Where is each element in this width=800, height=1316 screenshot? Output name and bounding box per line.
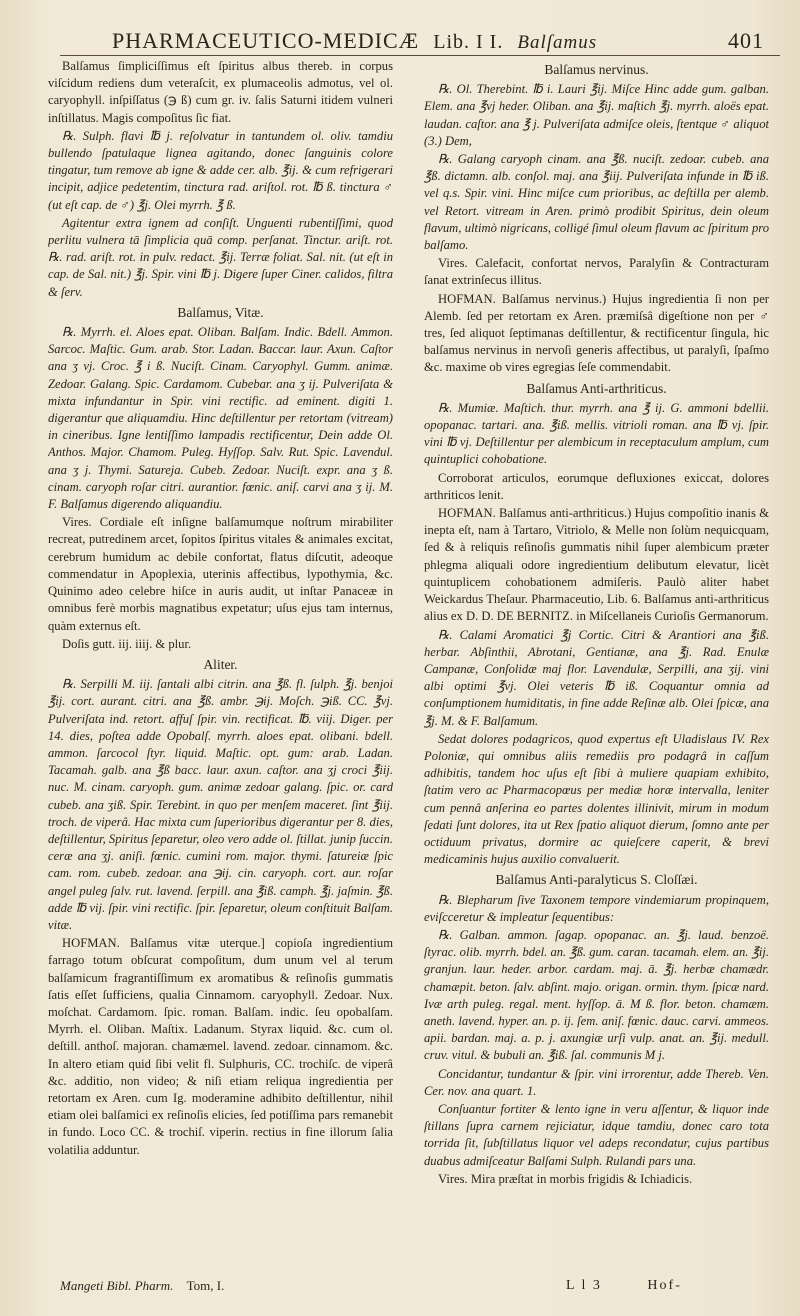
- footer-right: [566, 1278, 682, 1294]
- header-title: PHARMACEUTICO-MEDICÆ: [112, 28, 420, 53]
- header-book: Lib. I I.: [433, 31, 504, 53]
- text-paragraph: Balſamus ſimpliciſſimus eſt ſpiritus albus thereb. in corpus viſcidum rediens dum veteraſcit, ex plumaceolis admotus, vel ol. caryophyll. inſpiſſatus (℈ ß) cum gr. iv. ſalis Saturni itidem vulneri inſtillatus. Magis compoſitus ſic fiat.: [48, 59, 393, 125]
- header-topic: Balſamus: [517, 32, 598, 53]
- recipe-paragraph: Sedat dolores podagricos, quod expertus eſt Uladislaus IV. Rex Poloniæ, qui omnibus aliis remediis pro podagrâ in caſſum adhibitis, tandem hoc uſus eſt ſibi à muliere quapiam exhibito, ſtatim vero ac Pharmacopœus per mediæ horæ intervalla, leniter cum pennâ anſerina eo partes dolentes illinivit, mirum in modum ſedati ſunt dolores, ita ut Rex ſpatio aliquot dierum, ſomno ante per octiduum privatus, dormire ac quieſcere caperit, & brevi medicaminis hujus auxilio convaluerit.: [424, 731, 769, 867]
- left-column: [48, 58, 393, 1278]
- section-heading: Balſamus, Vitæ.: [177, 304, 264, 320]
- recipe-paragraph: ℞. Calami Aromatici ℥j Cortic. Citri & Arantiori ana ℥iß. herbar. Abſinthii, Abrotani, Gentianæ, ana ℥j. Rad. Enulæ Campanæ, Conſolidæ maj flor. Lavendulæ, Serpilli, ana ʒij. vini albi optimi ℥vj. Olei veteris ℔ iß. Coquantur omnia ad conſumptionem humiditatis, in fine adde Reſinæ alb. Olei ſpicæ, ana ℥j. M. & F. Balſamum.: [424, 627, 769, 728]
- recipe-paragraph: ℞. Blepharum ſive Taxonem tempore vindemiarum propinquem, eviſcceretur & impleatur ſequentibus:: [424, 892, 769, 924]
- recipe-paragraph: ℞. Ol. Therebint. ℔ i. Lauri ℥ij. Miſce Hinc adde gum. galban. Elem. ana ℥vj heder. Oliban. ana ℥ij. maſtich ℥j. myrrh. aloës epat. laudan. caſtor. ana ℥ j. Pulveriſata admiſce oleis, ſtentque ♂ aliquot (3.) Dem,: [424, 82, 769, 148]
- recipe-paragraph: ℞. Serpilli M. iij. ſantali albi citrin. ana ℥ß. fl. ſulph. ℥j. benjoi ℥ij. cort. aurant. citri. ana ℥ß. ambr. ℈ij. Moſch. ℈iß. CC. ℥vj. Pulveriſata ind. retort. affuſ ſpir. vin. rectificat. ℔. viij. Diger. per 14. dies, poſtea adde Opobalſ. myrrh. aloes epat. olibani. bdell. ammon. ſarcocol ſtyr. liquid. Maſtic. opt. gum: arab. Ladan. Tacamah. galb. ana ℥ß bacc. laur. axun. caſtor. ana ʒj croci ℥iij. nuc. M. cinam. caryoph. gum. animæ zedoar galang. ſpic. or. card cubeb. ana ʒiß. Spir. Terebint. in quo per menſem maceret. ſint ℥iij. troch. de viperâ. Hac mixta cum ſuperioribus digerantur per 8. dies, deſtillentur, Spiritus ſeparetur, oleo vero adde ol. ſtillat. junip ſuccin. ceræ ana ʒj. aniſi. fœnic. cumini rom. major. thymi. ſatureiæ ſpic cam. rom. cubeb. zedoar. ana ℈ij. cin. caryoph. cort. aur. roſar angel puleg ſalv. rut. lavend. ſerpill. ana ℥iß. camph. ℥j. jaſmin. ℥ß. adde ℔ vij. ſpir. vini rectific. ſpir. ſeparetur, oleum conſtituit Balſam. vitæ.: [48, 677, 393, 932]
- recipe-paragraph: ℞. Galang caryoph cinam. ana ℥ß. nuciſt. zedoar. cubeb. ana ℥ß. dictamn. alb. conſol. maj. ana ℥iij. Pulveriſata infunde in ℔ iß. vel q.s. Spir. vini. Hinc miſce cum prioribus, ac deſtilla per alemb. vel Retort. vitream in Aren. primò prodibit Spiritus, dein oleum flavum, ultimò nigricans, colligé ſimul oleum flavum ac ſpiritum pro balſamo.: [424, 152, 769, 253]
- text-paragraph: HOFMAN. Balſamus vitæ uterque.] copioſa ingredientium farrago totum obſcurat compoſitum, dum unum vel al terum balſamicum fragrantiſſimum ex aromatibus & reſinoſis gummatis ſatis eſſet ſufficiens, qualia Cinnamom. caryophyll. Zedoar. Nux. moſchat. Cardamom. ſpic. roman. Balſam. indic. ſeu opobalſam. Myrrh. el. Oliban. Maſtix. Ladanum. Styrax liquid. &c. cum ol. deſtill. anthoſ. majoran. chamæmel. lavend. zedoar. cinnamom. &c. In altero etiam quid ſibi velit fl. Sulphuris, CC. trochiſc. de viperâ &c. additio, non video; & niſi etiam reliqua ingredientia per retortam ex Aren. cum Ig. moderamine adhibito deſtillentur, nihil etiam olei balſamici ex reſinoſis elicies, ſed potiſſima pars remanebit in fundo. Loco CC. & trochiſ. viperin. rectius in fine illorum ſalia volatilia adduntur.: [48, 936, 393, 1157]
- text-paragraph: Corroborat articulos, eorumque defluxiones exiccat, dolores arthriticos lenit.: [424, 470, 769, 502]
- footer-author: Mangeti Bibl. Pharm.: [60, 1278, 174, 1293]
- page-number: 401: [728, 28, 764, 53]
- text-paragraph: HOFMAN. Balſamus anti-arthriticus.) Hujus compoſitio inanis & inepta eſt, nam à Tartaro, Vitriolo, & Melle non ſolùm nequicquam, ſed & à reliquis reſinoſis gummatis nihil ſuper alembicum præter phlegma aliquali odore ingredientium delibutum elevatur, licèt quintuplicem cohobationem admiſeris. Paulò aliter habet Weickardus Theſaur. Pharmaceutio, Lib. 6. Balſamus anti-arthriticus alius ex D. D. DE BERNITZ. in Miſcellaneis Curioſis Germanorum.: [424, 506, 769, 624]
- recipe-paragraph: ℞. Mumiæ. Maſtich. thur. myrrh. ana ℥ ij. G. ammoni bdellii. opopanac. tartari. ana. ℥iß. mellis. vitrioli roman. ana ℔ vj. ſpir. vini ℔ vj. Deſtillentur per alembicum in receptaculum amplum, cum quintuplici cohobatione.: [424, 400, 769, 467]
- section-heading: Balſamus Anti-arthriticus.: [526, 380, 667, 396]
- recipe-paragraph: ℞. Sulph. flavi ℔ j. reſolvatur in tantundem ol. oliv. tamdiu bullendo ſpatulaque lignea agitando, donec ſanguinis colore tingatur, tum remove ab igne & adde cer. alb. ℥ij. & cum refrigerari incipit, adjice pedetentim, tinctura rad. ariſtol. rot. ℔ ß. tinctura ♂ (ut eſt cap. de ♂) ℥j. Olei myrrh. ℥ ß.: [48, 128, 393, 212]
- recipe-paragraph: Agitentur extra ignem ad conſiſt. Unguenti rubentiſſimi, quod perlitu vulnera tā ſimplicia quā comp. perſanat. Tinctur. ariſt. rot. ℞. rad. ariſt. rot. in pulv. redact. ℥ij. Terræ foliat. Sal. nit. (ut eſt in cap. de Sal. nit.) ℥j. Spir. vini ℔ j. Digere ſuper Ciner. calidos, filtra & ſerv.: [48, 215, 393, 299]
- text-paragraph: Doſis gutt. iij. iiij. & plur.: [62, 636, 192, 651]
- recipe-paragraph: Concidantur, tundantur & ſpir. vini irrorentur, adde Thereb. Ven. Cer. nov. ana quart. 1.: [424, 1066, 769, 1098]
- text-paragraph: HOFMAN. Balſamus nervinus.) Hujus ingredientia ſi non per Alemb. ſed per retortam ex Aren. præmiſsâ digeſtione non per ♂ tres, ſed aliquot ſeptimanas deſtillentur, & rectificentur ſingula, hic balſamus nervinus in nervoſi generis affectibus, ut paralyſi, ſpaſmo &c. maxime ob vires egregias ſeſe commendabit.: [424, 291, 769, 375]
- text-paragraph: Vires. Calefacit, confortat nervos, Paralyſin & Contracturam ſanat extrinſecus illitus.: [424, 256, 769, 288]
- section-heading: Balſamus Anti-paralyticus S. Cloſſæi.: [495, 872, 698, 888]
- footer-signature: L l 3: [566, 1278, 602, 1293]
- footer-left: [60, 1278, 224, 1294]
- recipe-paragraph: ℞. Myrrh. el. Aloes epat. Oliban. Balſam. Indic. Bdell. Ammon. Sarcoc. Maſtic. Gum. arab. Stor. Ladan. Baccar. laur. Axun. Caſtor ana ʒ vj. Croc. ℥ i ß. Nuciſt. Cinam. Caryophyl. Gumm. animæ. Zedoar. Galang. Spic. Cardamom. Cubebar. ana ʒ ij. Pulveriſata & mixta infundantur in Spir. vini rectific. ad eminent. digiti 1. digerantur que aliquamdiu. Hinc deſtillentur per retortam (vitream) in cineribus. Igne lentiſſimo lampadis rectificentur, Dein adde Ol. Anthos. Major. Chamom. Puleg. Hyſſop. Salv. Rut. Spic. Lavendul. ana ʒ j. Thymi. Satureja. Cubeb. Zedoar. Nuciſt. expr. ana ʒ ß. cinam. caryoph roſar citri. aurantior. fœnic. aniſ. carvi ana ʒ ij. M. F. Balſamus digerendo aliquandiu.: [48, 325, 393, 512]
- section-heading: Balſamus nervinus.: [544, 62, 649, 77]
- text-paragraph: Vires. Mira præſtat in morbis frigidis & Ichiadicis.: [438, 1171, 693, 1186]
- header-rule: [60, 55, 780, 56]
- recipe-paragraph: Conſuantur fortiter & lento igne in veru aſſentur, & liquor inde ſtillans ſupra carnem rejiciatur, idque tamdiu, donec caro tota torrida ſit, ſubſtillatus liquor vel adeps recondatur, cujus partibus duabus admiſceatur Balſami Sulph. Rulandi pars una.: [424, 1101, 769, 1168]
- section-heading: Aliter.: [203, 656, 238, 672]
- recipe-paragraph: ℞. Galban. ammon. ſagap. opopanac. an. ℥j. laud. benzoë. ſtyrac. olib. myrrh. bdel. an. ℥ß. gum. caran. tacamah. elem. an. ℥ij. granjun. laur. heder. arbor. cardam. maj. ā. ℥j. herbæ chamædr. chamæpit. beton. ſalv. abſint. majo. origan. ormin. thym. ſpicæ nard. Ivæ arth puleg. regal. ment. hyſſop. ā. M ß. flor. beton. chamæm. aneth. lavend. hyper. an. p. ij. ſem. aniſ. fœnic. dauc. carvi. ammeos. apii. bardan. maj. a. p. j. axungiæ urſi vulp. anat. an. ℥ij. medull. cruv. vitul. & bubuli an. ℥iß. ſal. communis M j.: [424, 927, 769, 1063]
- right-column: [424, 58, 769, 1278]
- text-paragraph: Vires. Cordiale eſt inſigne balſamumque noſtrum mirabiliter recreat, putredinem arcet, ſopitos ſpiritus vitales & animales excitat, cerebrum humidum ac debile confortat, flatus diſcutit, adeoque commendatur in Apoplexia, uterinis affectibus, lypothymia, &c. Quinimo adeo celebre hiſce in auris audit, ut inſtar Panaceæ in omnibus ferè morbis magnatibus expetatur; uſus ejus tam internus, quàm externus eſt.: [48, 515, 393, 633]
- running-head: [112, 28, 772, 54]
- footer-catchword: Hof-: [647, 1278, 682, 1293]
- footer-volume: Tom, I.: [186, 1278, 225, 1293]
